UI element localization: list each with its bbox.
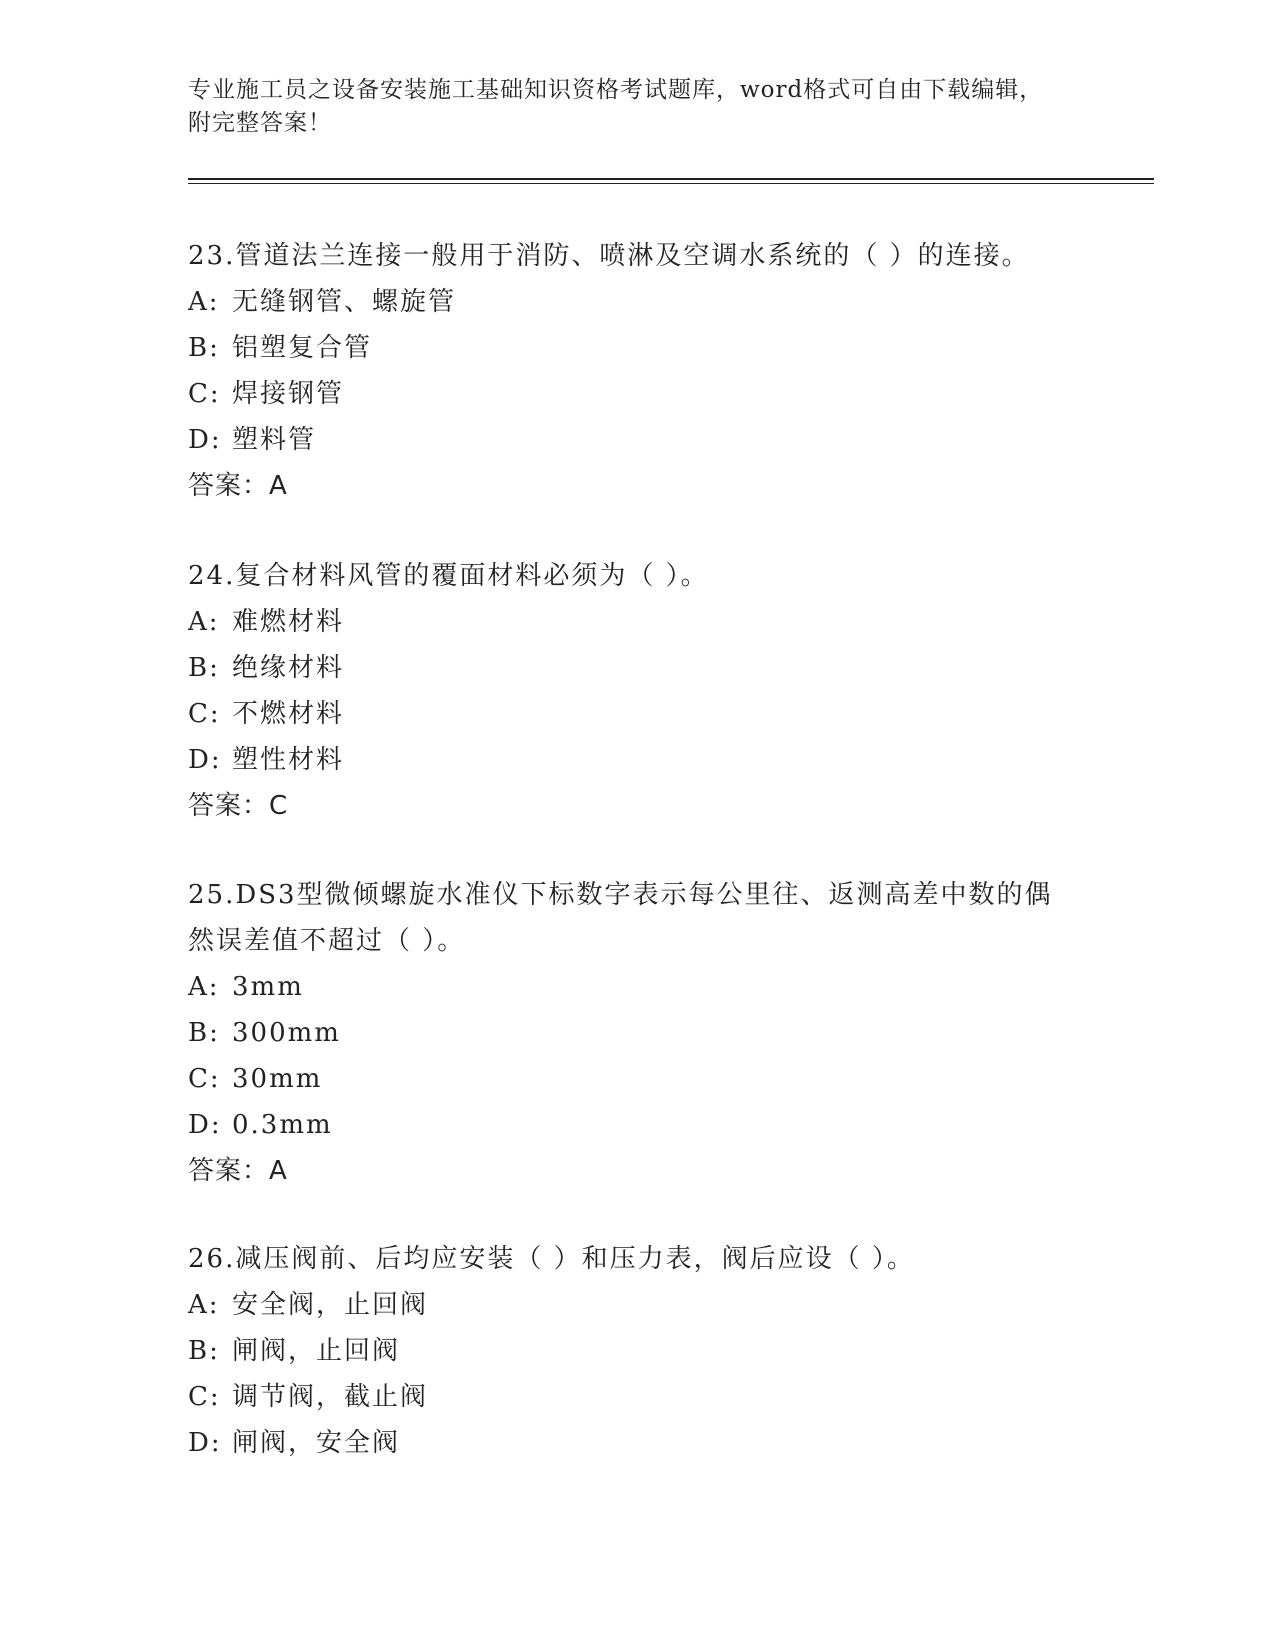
option-text: 焊接钢管	[232, 379, 345, 409]
question-26	[188, 1236, 1088, 1466]
option-c	[188, 1056, 1088, 1102]
option-letter: C:	[188, 1382, 221, 1412]
option-letter: A:	[188, 972, 220, 1002]
option-text: 30mm	[232, 1064, 323, 1094]
option-text: 300mm	[232, 1018, 341, 1048]
option-text: 闸阀，安全阀	[232, 1428, 401, 1458]
answer-line: 答案：A	[188, 1156, 288, 1186]
option-text: 难燃材料	[232, 607, 345, 637]
option-text: 无缝钢管、螺旋管	[232, 287, 457, 317]
question-stem: 24.复合材料风管的覆面材料必须为（ ）。	[188, 561, 709, 591]
option-letter: D:	[188, 425, 222, 455]
question-23	[188, 233, 1088, 509]
question-stem: 26.减压阀前、后均应安装（ ）和压力表，阀后应设（ ）。	[188, 1244, 915, 1274]
question-24	[188, 553, 1088, 829]
header-divider-thin	[188, 183, 1154, 184]
option-text: 3mm	[232, 972, 304, 1002]
option-letter: D:	[188, 745, 222, 775]
document-header	[188, 74, 1068, 140]
option-c	[188, 1374, 1088, 1420]
question-stem-line-2: 然误差值不超过（ ）。	[188, 926, 466, 956]
option-text: 塑性材料	[232, 745, 345, 775]
option-d	[188, 1102, 1088, 1148]
option-text: 塑料管	[232, 425, 317, 455]
option-letter: D:	[188, 1110, 222, 1140]
header-title-line-1: 专业施工员之设备安装施工基础知识资格考试题库，word格式可自由下载编辑，	[188, 77, 1044, 103]
option-text: 绝缘材料	[232, 653, 345, 683]
option-a	[188, 279, 1088, 325]
option-letter: D:	[188, 1428, 222, 1458]
answer-line: 答案：A	[188, 471, 288, 501]
question-25	[188, 872, 1088, 1194]
option-letter: A:	[188, 1290, 220, 1320]
option-letter: C:	[188, 379, 221, 409]
option-c	[188, 691, 1088, 737]
option-b	[188, 645, 1088, 691]
answer-line: 答案：C	[188, 791, 289, 821]
option-text: 铝塑复合管	[232, 333, 373, 363]
option-b	[188, 1010, 1088, 1056]
option-a	[188, 964, 1088, 1010]
option-a	[188, 599, 1088, 645]
option-d	[188, 1420, 1088, 1466]
option-d	[188, 737, 1088, 783]
option-letter: A:	[188, 287, 220, 317]
option-letter: B:	[188, 333, 220, 363]
option-d	[188, 417, 1088, 463]
header-title-line-2: 附完整答案！	[188, 110, 332, 136]
question-stem-line-1: 25.DS3型微倾螺旋水准仪下标数字表示每公里往、返测高差中数的偶	[188, 880, 1053, 910]
option-text: 安全阀，止回阀	[232, 1290, 429, 1320]
option-text: 不燃材料	[232, 699, 345, 729]
option-letter: B:	[188, 1336, 220, 1366]
option-text: 调节阀，截止阀	[232, 1382, 429, 1412]
option-a	[188, 1282, 1088, 1328]
option-b	[188, 325, 1088, 371]
option-text: 0.3mm	[232, 1110, 333, 1140]
option-letter: B:	[188, 1018, 220, 1048]
option-letter: C:	[188, 1064, 221, 1094]
option-letter: C:	[188, 699, 221, 729]
option-text: 闸阀，止回阀	[232, 1336, 401, 1366]
option-c	[188, 371, 1088, 417]
option-b	[188, 1328, 1088, 1374]
header-divider-thick	[188, 178, 1154, 180]
question-stem: 23.管道法兰连接一般用于消防、喷淋及空调水系统的（ ）的连接。	[188, 241, 1030, 271]
option-letter: A:	[188, 607, 220, 637]
option-letter: B:	[188, 653, 220, 683]
